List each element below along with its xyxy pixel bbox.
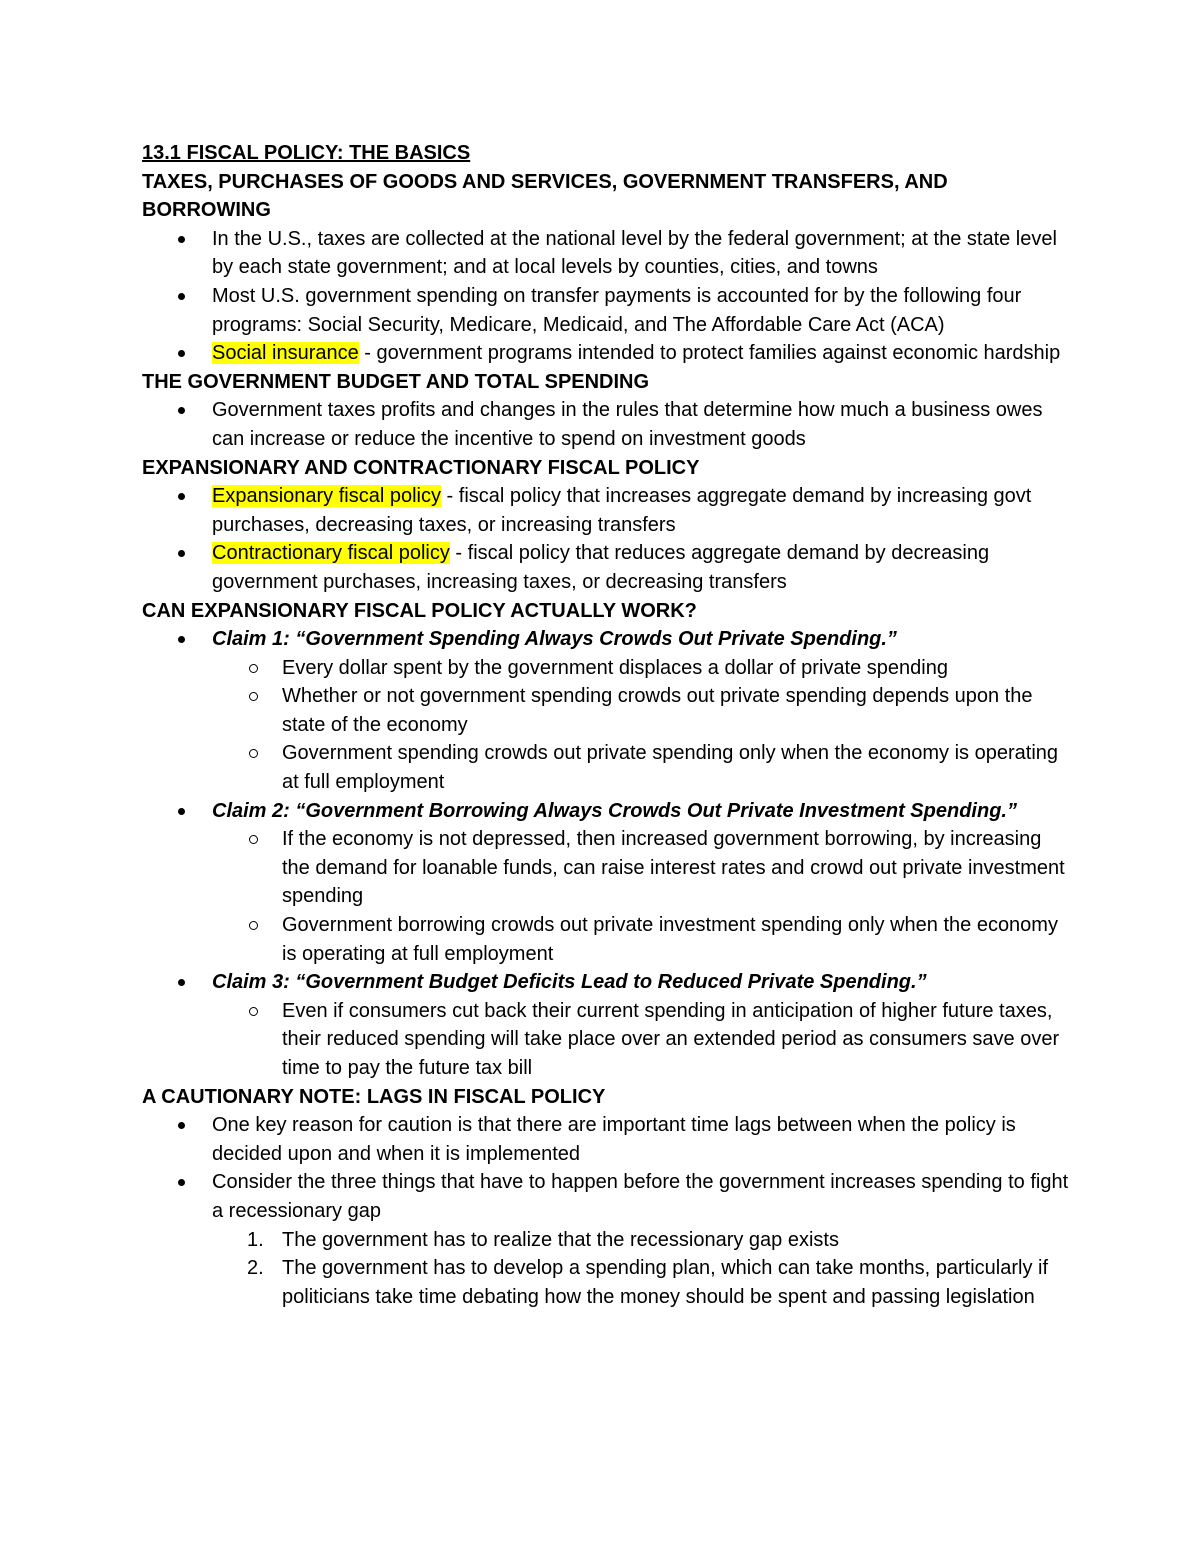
bullet-icon xyxy=(178,808,185,815)
hollow-bullet-icon xyxy=(249,1007,258,1016)
hollow-bullet-icon xyxy=(249,692,258,701)
sub-list-item: Whether or not government spending crowds out private spending depends upon the state of the economy xyxy=(142,682,1072,739)
definition-text: - fiscal policy that reduces aggregate demand by decreasing government purchases, increasing taxes, or decreasing transfers xyxy=(212,542,990,593)
bullet-icon xyxy=(178,636,185,643)
list-item: Most U.S. government spending on transfer payments is accounted for by the following four programs: Social Security, Medicare, Medicaid, and The Affordable Care Act (ACA) xyxy=(142,282,1072,339)
sub-list-item: If the economy is not depressed, then increased government borrowing, by increasing the demand for loanable funds, can raise interest rates and crowd out private investment spending xyxy=(142,825,1072,911)
bullet-icon xyxy=(178,979,185,986)
item-number: 1. xyxy=(247,1228,264,1251)
notes-content xyxy=(142,139,1072,1311)
bullet-icon xyxy=(178,236,185,243)
list-item: Government taxes profits and changes in the rules that determine how much a business owes can increase or reduce the incentive to spend on investment goods xyxy=(142,396,1072,453)
section-heading: TAXES, PURCHASES OF GOODS AND SERVICES, GOVERNMENT TRANSFERS, AND BORROWING xyxy=(142,170,948,222)
bullet-list xyxy=(142,625,1072,1083)
claim-item: Claim 2: “Government Borrowing Always Crowds Out Private Investment Spending.” xyxy=(142,797,1072,826)
list-item: In the U.S., taxes are collected at the national level by the federal government; at the state level by each state government; and at local levels by counties, cities, and towns xyxy=(142,225,1072,282)
bullet-list xyxy=(142,1111,1072,1225)
section-heading: THE GOVERNMENT BUDGET AND TOTAL SPENDING xyxy=(142,370,650,393)
section-heading: EXPANSIONARY AND CONTRACTIONARY FISCAL POLICY xyxy=(142,456,700,479)
hollow-bullet-icon xyxy=(249,921,258,930)
bullet-icon xyxy=(178,493,185,500)
bullet-list xyxy=(142,396,1072,453)
section-heading: A CAUTIONARY NOTE: LAGS IN FISCAL POLICY xyxy=(142,1085,606,1108)
definition-text: - fiscal policy that increases aggregate demand by increasing govt purchases, decreasing taxes, or increasing transfers xyxy=(212,485,1032,536)
sub-list-item: Every dollar spent by the government displaces a dollar of private spending xyxy=(142,654,1072,683)
definition-text: - government programs intended to protect families against economic hardship xyxy=(358,342,1061,365)
sub-list-item: Even if consumers cut back their current spending in anticipation of higher future taxes, their reduced spending will take place over an extended period as consumers save over time to pay the future tax bill xyxy=(142,997,1072,1083)
bullet-icon xyxy=(178,350,185,357)
bullet-icon xyxy=(178,293,185,300)
numbered-item: 2. The government has to develop a spending plan, which can take months, particularly if politicians take time debating how the money should be spent and passing legislation xyxy=(142,1254,1072,1311)
highlighted-term: Social insurance xyxy=(212,342,359,365)
bullet-icon xyxy=(178,407,185,414)
hollow-bullet-icon xyxy=(249,664,258,673)
hollow-bullet-icon xyxy=(249,835,258,844)
bullet-list xyxy=(142,225,1072,368)
list-item xyxy=(142,539,1072,596)
section-heading: CAN EXPANSIONARY FISCAL POLICY ACTUALLY WORK? xyxy=(142,599,697,622)
list-item: One key reason for caution is that there are important time lags between when the policy is decided upon and when it is implemented xyxy=(142,1111,1072,1168)
highlighted-term: Expansionary fiscal policy xyxy=(212,485,441,508)
numbered-item: 1. The government has to realize that the recessionary gap exists xyxy=(142,1226,1072,1255)
hollow-bullet-icon xyxy=(249,749,258,758)
page-title: 13.1 FISCAL POLICY: THE BASICS xyxy=(142,142,471,164)
claim-item: Claim 1: “Government Spending Always Crowds Out Private Spending.” xyxy=(142,625,1072,654)
bullet-list xyxy=(142,482,1072,596)
list-item xyxy=(142,339,1072,368)
claim-item: Claim 3: “Government Budget Deficits Lead to Reduced Private Spending.” xyxy=(142,968,1072,997)
sub-list-item: Government borrowing crowds out private investment spending only when the economy is operating at full employment xyxy=(142,911,1072,968)
bullet-icon xyxy=(178,550,185,557)
sub-list-item: Government spending crowds out private spending only when the economy is operating at full employment xyxy=(142,739,1072,796)
list-item xyxy=(142,482,1072,539)
numbered-list xyxy=(142,1226,1072,1312)
highlighted-term: Contractionary fiscal policy xyxy=(212,542,450,565)
bullet-icon xyxy=(178,1122,185,1129)
bullet-icon xyxy=(178,1179,185,1186)
list-item: Consider the three things that have to happen before the government increases spending to fight a recessionary gap xyxy=(142,1168,1072,1225)
item-number: 2. xyxy=(247,1257,264,1280)
